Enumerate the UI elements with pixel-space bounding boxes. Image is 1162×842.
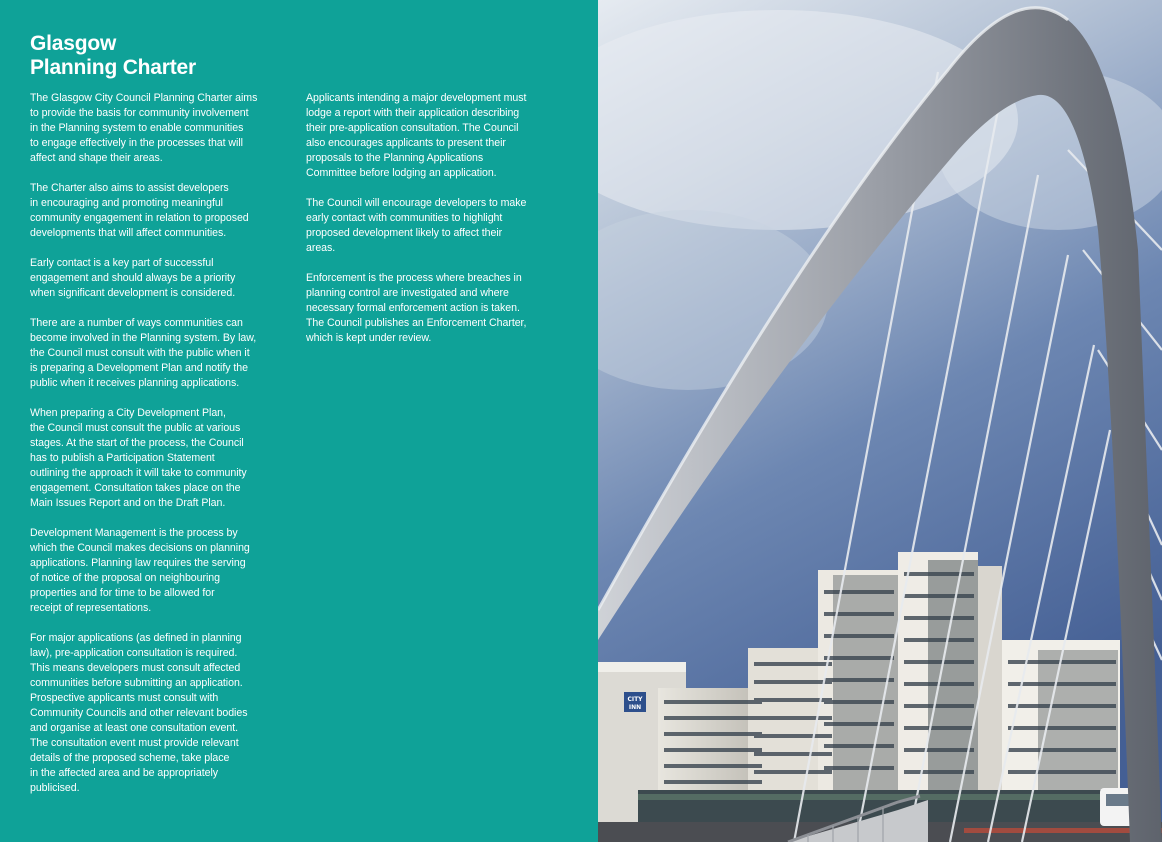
page-title xyxy=(30,32,196,80)
hotel-sign-line-1: CITY xyxy=(627,696,643,703)
paragraph: Early contact is a key part of successful engagement and should always be a priority when significant development is considered. xyxy=(30,257,236,299)
paragraph: Applicants intending a major development must lodge a report with their application describing their pre-application consultation. The Council also encourages applicants to present their proposals to the Planning Applications Committee before lodging an application. xyxy=(306,92,527,179)
paragraph: Enforcement is the process where breaches in planning control are investigated and where necessary formal enforcement action is taken. The Council publishes an Enforcement Charter, which is kept under review. xyxy=(306,272,527,344)
paragraph: The Council will encourage developers to make early contact with communities to highlight proposed development likely to affect their areas. xyxy=(306,197,527,254)
text-column-right xyxy=(306,91,568,361)
bridge-photo xyxy=(598,0,1162,842)
title-line-1: Glasgow xyxy=(30,32,117,55)
text-column-left xyxy=(30,91,292,811)
paragraph: There are a number of ways communities can become involved in the Planning system. By law, the Council must consult with the public when it is preparing a Development Plan and notify the public when it receives planning applications. xyxy=(30,317,257,389)
paragraph: When preparing a City Development Plan, the Council must consult the public at various stages. At the start of the process, the Council has to publish a Participation Statement outlining the approach it will take to community engagement. Consultation takes place on the Main Issues Report and on the Draft Plan. xyxy=(30,407,247,509)
bridge-photo-illustration xyxy=(598,0,1162,842)
paragraph: The Charter also aims to assist developers in encouraging and promoting meaningful community engagement in relation to proposed developments that will affect communities. xyxy=(30,182,249,239)
hotel-sign-line-2: INN xyxy=(628,704,642,711)
paragraph: The Glasgow City Council Planning Charter aims to provide the basis for community involvement in the Planning system to enable communities to engage effectively in the processes that will affect and shape their areas. xyxy=(30,92,258,164)
title-line-2: Planning Charter xyxy=(30,56,196,79)
paragraph: For major applications (as defined in planning law), pre-application consultation is required. This means developers must consult affected communities before submitting an application. Prospective applicants must consult with Community Councils and other relevant bodies and organise at least one consultation event. The consultation event must provide relevant details of the proposed scheme, take place in the affected area and be appropriately publicised. xyxy=(30,632,248,794)
paragraph: Development Management is the process by which the Council makes decisions on planning applications. Planning law requires the serving of notice of the proposal on neighbouring properties and for time to be allowed for receipt of representations. xyxy=(30,527,250,614)
